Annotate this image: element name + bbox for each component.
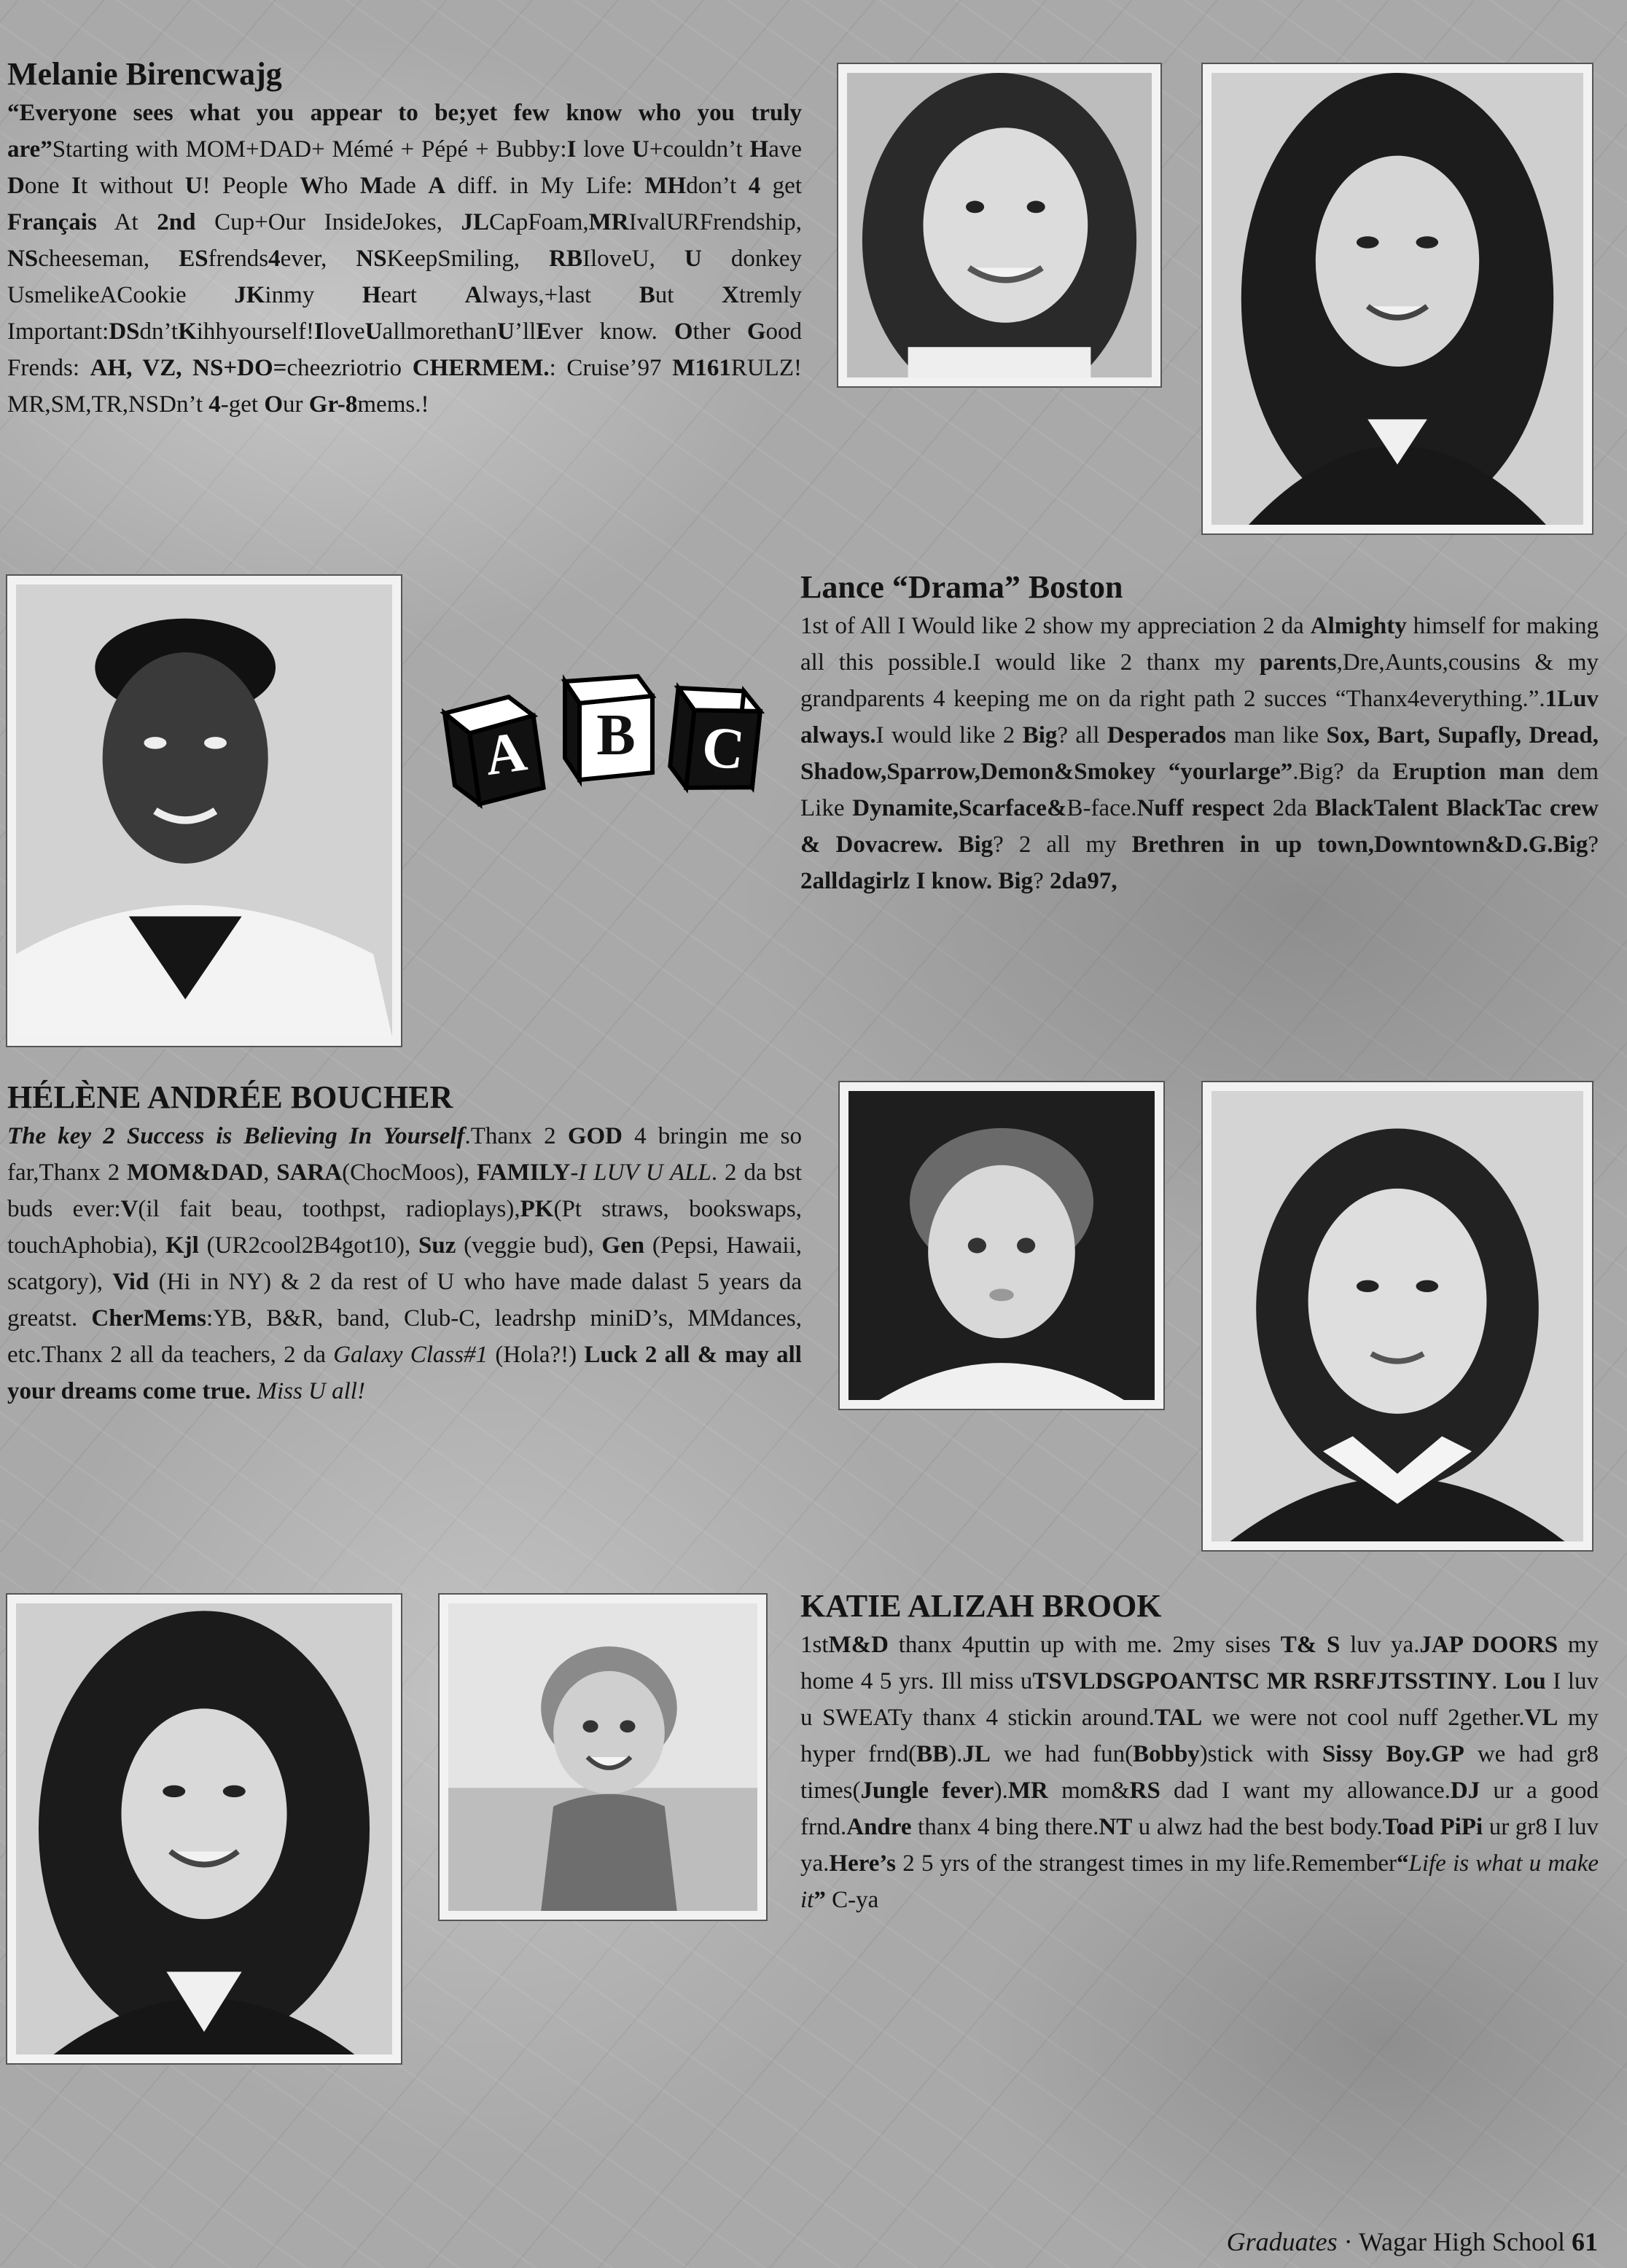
- graduate-name: Lance “Drama” Boston: [800, 569, 1123, 605]
- senior-portrait-birencwajg: [1203, 64, 1592, 533]
- graduate-name: HÉLÈNE ANDRÉE BOUCHER: [7, 1079, 453, 1115]
- graduate-message: 1stM&D thanx 4puttin up with me. 2my sises T& S luv ya.JAP DOORS my home 4 5 yrs. Ill miss uTSVLDSGPOANTSC MR RSRFJTSSTINY. Lou I luv u SWEATy thanx 4 stickin around.TAL we were not cool nuff 2gether.VL my hyper frnd(BB).JL we had fun(Bobby)stick with Sissy Boy.GP we had gr8 times(Jungle fever).MR mom&RS dad I want my allowance.DJ ur a good frnd.Andre thanx 4 bing there.NT u alwz had the best body.Toad PiPi ur gr8 I luv ya.Here’s 2 5 yrs of the strangest times in my life.Remember“Life is what u make it” C-ya: [800, 1632, 1599, 1914]
- childhood-photo-brook: [440, 1595, 766, 1920]
- graduate-entry-brook: [800, 1589, 1599, 1918]
- page-number: 61: [1572, 2227, 1598, 2256]
- graduate-name: KATIE ALIZAH BROOK: [800, 1588, 1162, 1624]
- footer-separator: ·: [1337, 2227, 1359, 2256]
- senior-portrait-boucher: [1203, 1082, 1592, 1550]
- graduate-name: Melanie Birencwajg: [7, 56, 282, 92]
- block-letter: C: [698, 714, 748, 783]
- block-letter: A: [480, 719, 531, 788]
- letter-block-b: [565, 676, 652, 780]
- graduate-message: 1st of All I Would like 2 show my appreciation 2 da Almighty himself for making all this possible.I would like 2 thanx my parents,Dre,Aunts,cousins & my grandparents 4 keeping me on da right path 2 succes “Thanx4everything.”.1Luv always.I would like 2 Big? all Desperados man like Sox, Bart, Supafly, Dread, Shadow,Sparrow,Demon&Smokey “yourlarge”.Big? da Eruption man dem Like Dynamite,Scarface&B-face.Nuff respect 2da BlackTalent BlackTac crew & Dovacrew. Big? 2 all my Brethren in up town,Downtown&D.G.Big? 2alldagirlz I know. Big? 2da97,: [800, 613, 1599, 895]
- footer-school: Wagar High School: [1358, 2227, 1565, 2256]
- graduate-entry-birencwajg: [7, 57, 802, 423]
- letter-block-a: [444, 694, 545, 807]
- letter-block-c: [668, 684, 762, 794]
- childhood-photo-birencwajg: [838, 64, 1160, 386]
- senior-portrait-boston: [7, 576, 401, 1046]
- graduate-entry-boucher: [7, 1080, 802, 1409]
- footer-section: Graduates: [1226, 2227, 1338, 2256]
- page-footer: [1227, 2226, 1598, 2257]
- graduate-entry-boston: [800, 570, 1599, 899]
- senior-portrait-brook: [7, 1595, 401, 2063]
- abc-blocks-icon: [437, 660, 773, 813]
- graduate-message: “Everyone sees what you appear to be;yet few know who you truly are”Starting with MOM+DAD+ Mémé + Pépé + Bubby:I love U+couldn’t Have Done It without U! People Who Made A diff. in My Life: MHdon’t 4 get Français At 2nd Cup+Our InsideJokes, JLCapFoam,MRIvalURFrendship, NScheeseman, ESfrends4ever, NSKeepSmiling, RBIloveU, U donkey UsmelikeACookie JKinmy Heart Always,+last But Xtremly Important:DSdn’tKihhyourself!IloveUallmorethanU’llEver know. Other Good Frends: AH, VZ, NS+DO=cheezriotrio CHERMEM.: Cruise’97 M161RULZ! MR,SM,TR,NSDn’t 4-get Our Gr-8mems.!: [7, 100, 803, 418]
- childhood-photo-boucher: [840, 1082, 1163, 1409]
- block-letter: B: [596, 703, 636, 767]
- graduate-message: The key 2 Success is Believing In Yourself.Thanx 2 GOD 4 bringin me so far,Thanx 2 MOM&DAD, SARA(ChocMoos), FAMILY-I LUV U ALL. 2 da bst buds ever:V(il fait beau, toothpst, radioplays),PK(Pt straws, bookswaps, touchAphobia), Kjl (UR2cool2B4got10), Suz (veggie bud), Gen (Pepsi, Hawaii, scatgory), Vid (Hi in NY) & 2 da rest of U who have made dalast 5 years da greatst. CherMems:YB, B&R, band, Club-C, leadrshp miniD’s, MMdances, etc.Thanx 2 all da teachers, 2 da Galaxy Class#1 (Hola?!) Luck 2 all & may all your dreams come true. Miss U all!: [7, 1123, 803, 1405]
